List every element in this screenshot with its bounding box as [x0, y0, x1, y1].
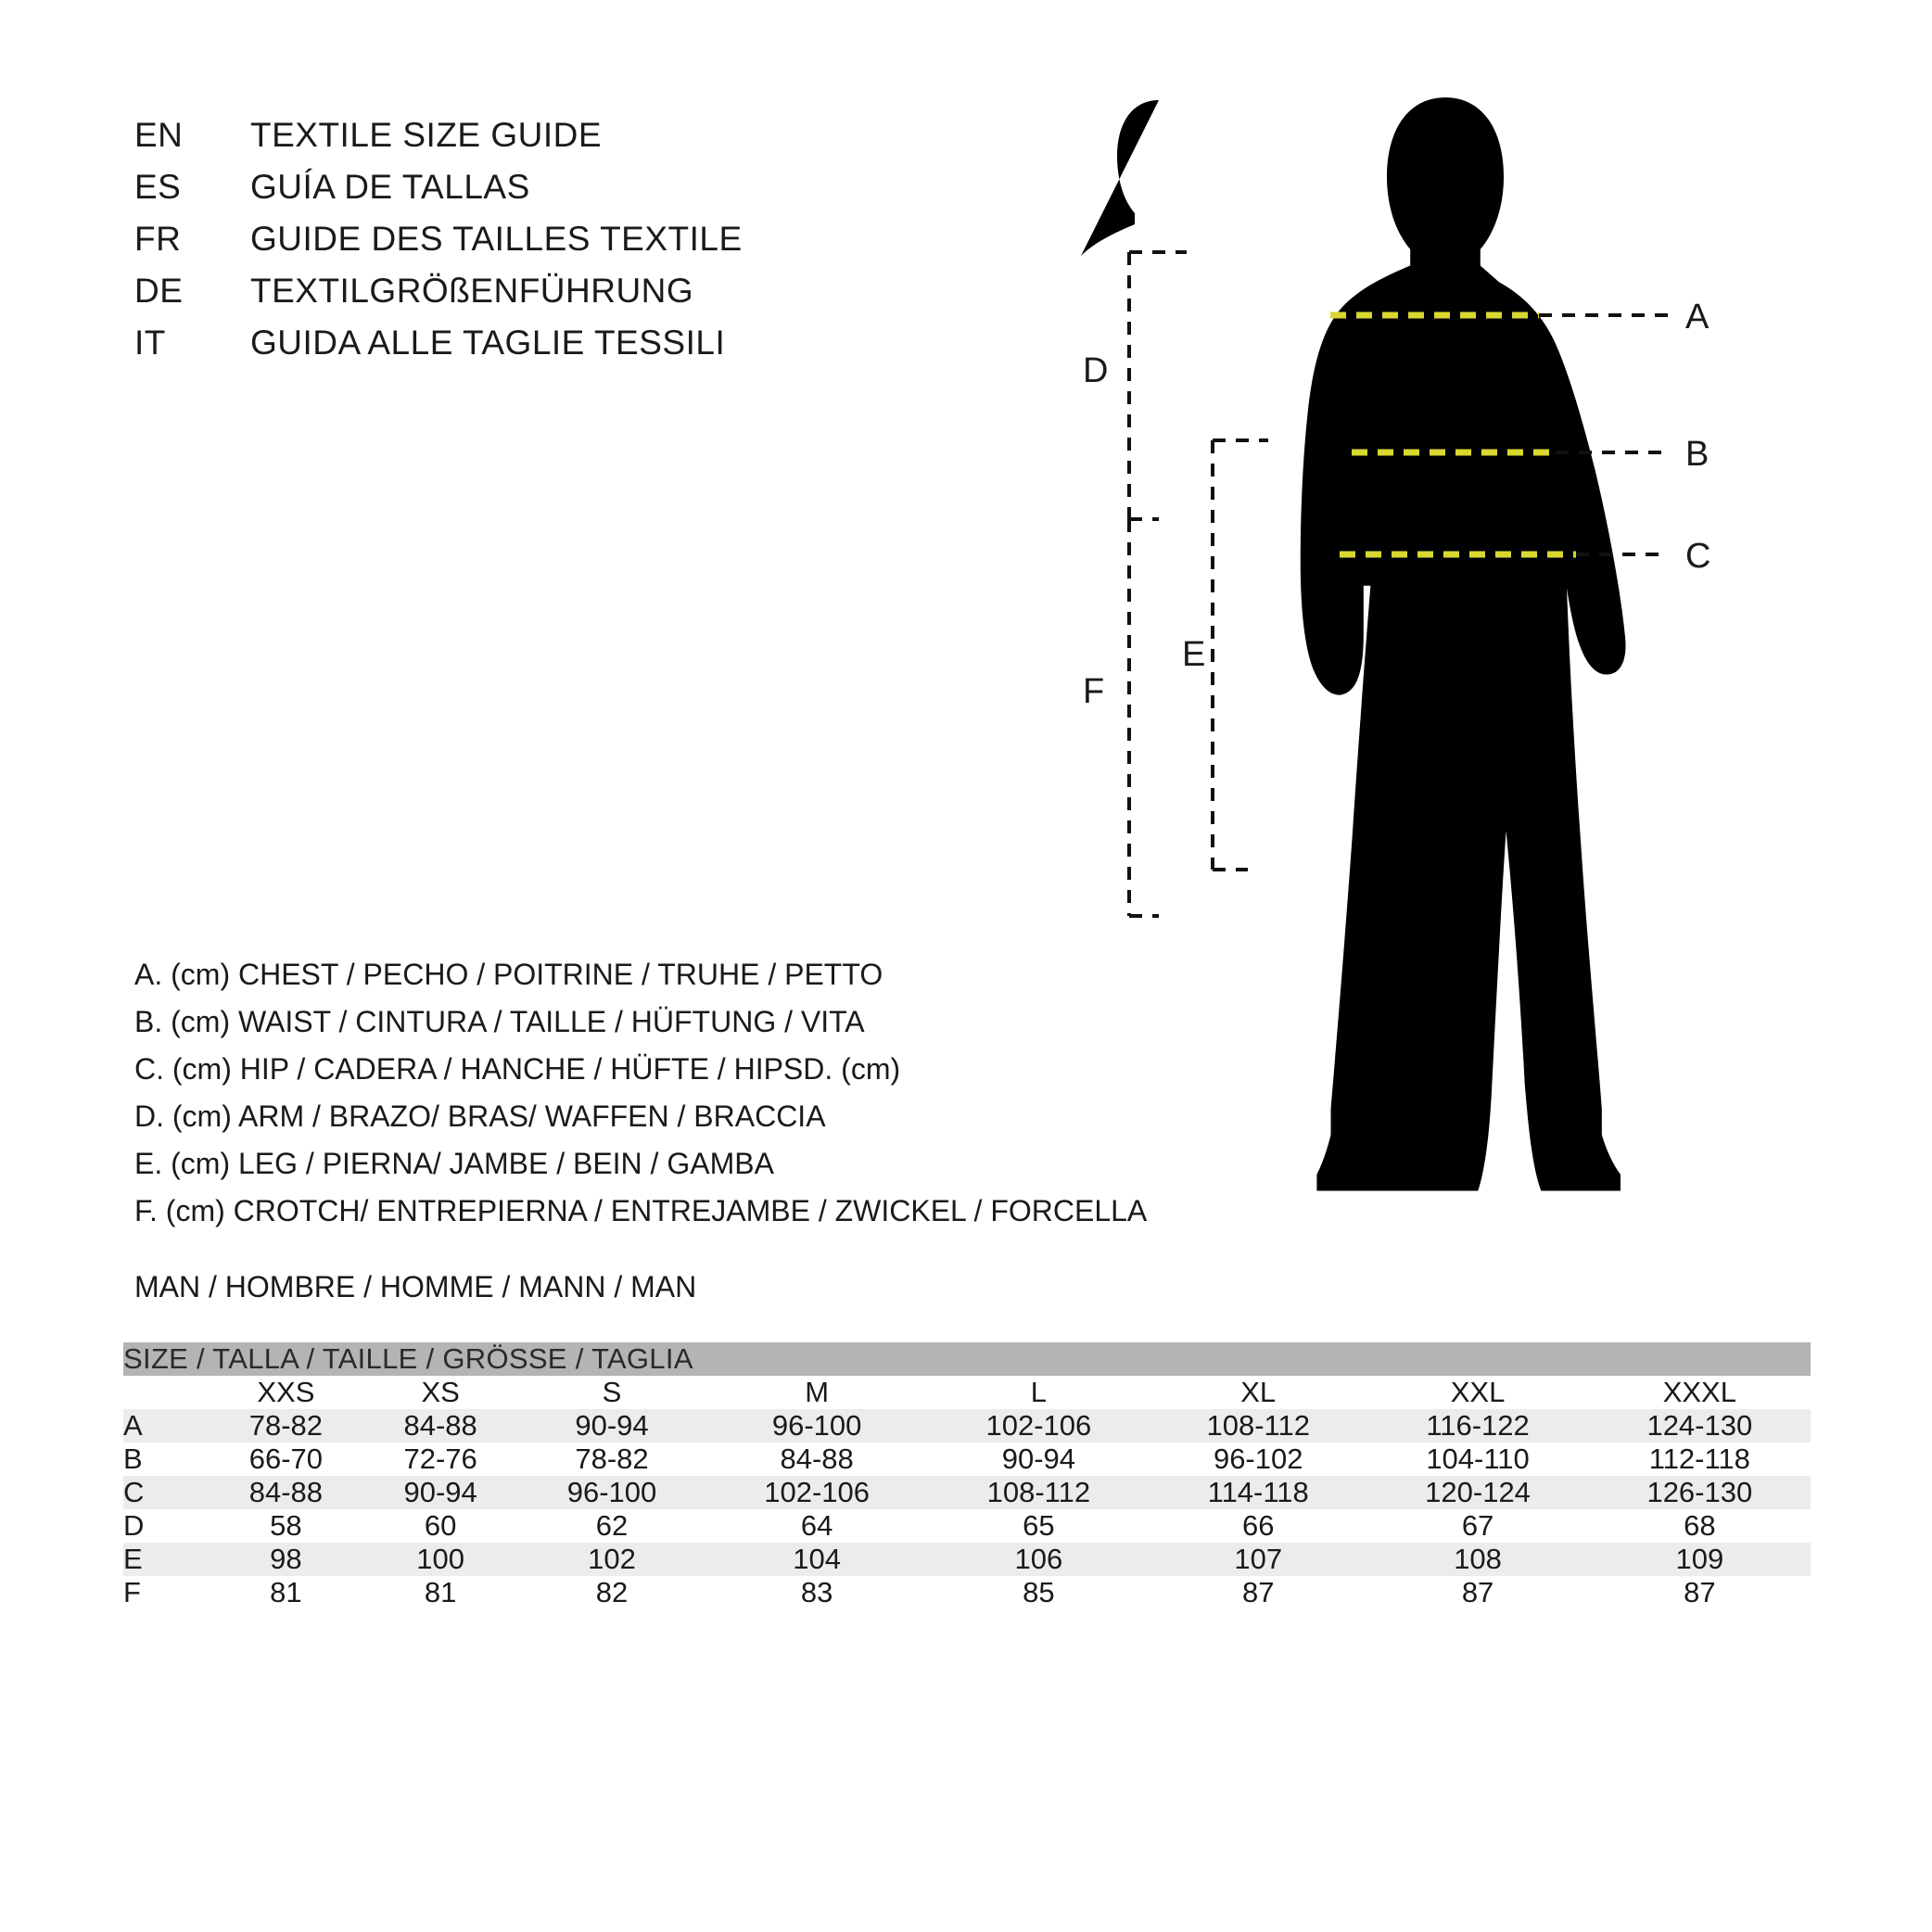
gender-label: MAN / HOMBRE / HOMME / MANN / MAN: [134, 1270, 697, 1303]
cell: 82: [518, 1576, 706, 1609]
legend-item-b: B. (cm) WAIST / CINTURA / TAILLE / HÜFTUNG / VITA: [134, 1005, 865, 1038]
label-f: F: [1083, 672, 1105, 711]
cell: 87: [1150, 1576, 1366, 1609]
col-header-s: S: [518, 1376, 706, 1409]
row-label-d: D: [123, 1509, 209, 1543]
cell: 87: [1589, 1576, 1811, 1609]
cell: 120-124: [1366, 1476, 1588, 1509]
col-header-xxxl: XXXL: [1589, 1376, 1811, 1409]
cell: 108: [1366, 1543, 1588, 1576]
cell: 90-94: [928, 1443, 1150, 1476]
cell: 108-112: [1150, 1409, 1366, 1443]
language-row: [134, 116, 969, 168]
cell: 104: [705, 1543, 927, 1576]
label-b: B: [1685, 435, 1710, 474]
col-header-xl: XL: [1150, 1376, 1366, 1409]
cell: 84-88: [705, 1443, 927, 1476]
man-silhouette: [1020, 83, 1626, 1190]
language-code: ES: [134, 168, 182, 206]
cell: 60: [363, 1509, 518, 1543]
table-row: [123, 1509, 1811, 1543]
row-label-a: A: [123, 1409, 209, 1443]
cell: 109: [1589, 1543, 1811, 1576]
table-row: [123, 1576, 1811, 1609]
size-table: [123, 1342, 1811, 1609]
cell: 62: [518, 1509, 706, 1543]
language-title: GUIDA ALLE TAGLIE TESSILI: [250, 324, 726, 362]
language-title: TEXTILE SIZE GUIDE: [250, 116, 603, 154]
cell: 66: [1150, 1509, 1366, 1543]
cell: 124-130: [1589, 1409, 1811, 1443]
language-title: GUIDE DES TAILLES TEXTILE: [250, 220, 743, 258]
table-row: [123, 1543, 1811, 1576]
table-column-headers: [123, 1376, 1811, 1409]
language-code: EN: [134, 116, 184, 154]
language-code: DE: [134, 272, 184, 310]
row-label-c: C: [123, 1476, 209, 1509]
col-header-xxl: XXL: [1366, 1376, 1588, 1409]
row-label-b: B: [123, 1443, 209, 1476]
cell: 100: [363, 1543, 518, 1576]
cell: 87: [1366, 1576, 1588, 1609]
col-header-m: M: [705, 1376, 927, 1409]
cell: 84-88: [209, 1476, 363, 1509]
legend-item-c: C. (cm) HIP / CADERA / HANCHE / HÜFTE / HIPSD. (cm): [134, 1052, 901, 1086]
corner-cell: [123, 1376, 209, 1409]
legend-item-d: D. (cm) ARM / BRAZO/ BRAS/ WAFFEN / BRACCIA: [134, 1099, 826, 1133]
legend-item-f: F. (cm) CROTCH/ ENTREPIERNA / ENTREJAMBE / ZWICKEL / FORCELLA: [134, 1194, 1148, 1227]
cell: 81: [363, 1576, 518, 1609]
cell: 64: [705, 1509, 927, 1543]
cell: 104-110: [1366, 1443, 1588, 1476]
cell: 102: [518, 1543, 706, 1576]
table-row: [123, 1409, 1811, 1443]
cell: 90-94: [518, 1409, 706, 1443]
cell: 112-118: [1589, 1443, 1811, 1476]
language-title: TEXTILGRÖßENFÜHRUNG: [250, 272, 694, 310]
language-row: [134, 324, 969, 375]
row-label-f: F: [123, 1576, 209, 1609]
col-header-l: L: [928, 1376, 1150, 1409]
language-row: [134, 272, 969, 324]
label-e: E: [1182, 635, 1206, 674]
cell: 96-100: [518, 1476, 706, 1509]
cell: 96-102: [1150, 1443, 1366, 1476]
language-code: FR: [134, 220, 182, 258]
table-row: [123, 1443, 1811, 1476]
cell: 85: [928, 1576, 1150, 1609]
cell: 58: [209, 1509, 363, 1543]
cell: 108-112: [928, 1476, 1150, 1509]
legend-item-e: E. (cm) LEG / PIERNA/ JAMBE / BEIN / GAMBA: [134, 1147, 774, 1180]
language-titles: [134, 116, 969, 375]
label-a: A: [1685, 298, 1710, 337]
cell: 67: [1366, 1509, 1588, 1543]
cell: 78-82: [518, 1443, 706, 1476]
cell: 126-130: [1589, 1476, 1811, 1509]
cell: 116-122: [1366, 1409, 1588, 1443]
cell: 81: [209, 1576, 363, 1609]
cell: 78-82: [209, 1409, 363, 1443]
cell: 72-76: [363, 1443, 518, 1476]
cell: 114-118: [1150, 1476, 1366, 1509]
col-header-xs: XS: [363, 1376, 518, 1409]
cell: 84-88: [363, 1409, 518, 1443]
label-d: D: [1083, 351, 1109, 390]
col-header-xxs: XXS: [209, 1376, 363, 1409]
cell: 90-94: [363, 1476, 518, 1509]
cell: 96-100: [705, 1409, 927, 1443]
language-row: [134, 168, 969, 220]
table-header-band-label: SIZE / TALLA / TAILLE / GRÖSSE / TAGLIA: [123, 1342, 1811, 1376]
row-label-e: E: [123, 1543, 209, 1576]
cell: 98: [209, 1543, 363, 1576]
label-c: C: [1685, 537, 1711, 576]
language-row: [134, 220, 969, 272]
cell: 83: [705, 1576, 927, 1609]
table-header-band: [123, 1342, 1811, 1376]
cell: 106: [928, 1543, 1150, 1576]
language-title: GUÍA DE TALLAS: [250, 168, 530, 206]
language-code: IT: [134, 324, 166, 362]
cell: 66-70: [209, 1443, 363, 1476]
cell: 68: [1589, 1509, 1811, 1543]
legend-item-a: A. (cm) CHEST / PECHO / POITRINE / TRUHE / PETTO: [134, 958, 883, 991]
cell: 107: [1150, 1543, 1366, 1576]
cell: 102-106: [705, 1476, 927, 1509]
table-row: [123, 1476, 1811, 1509]
cell: 65: [928, 1509, 1150, 1543]
body-diagram: [1020, 83, 1817, 1214]
cell: 102-106: [928, 1409, 1150, 1443]
